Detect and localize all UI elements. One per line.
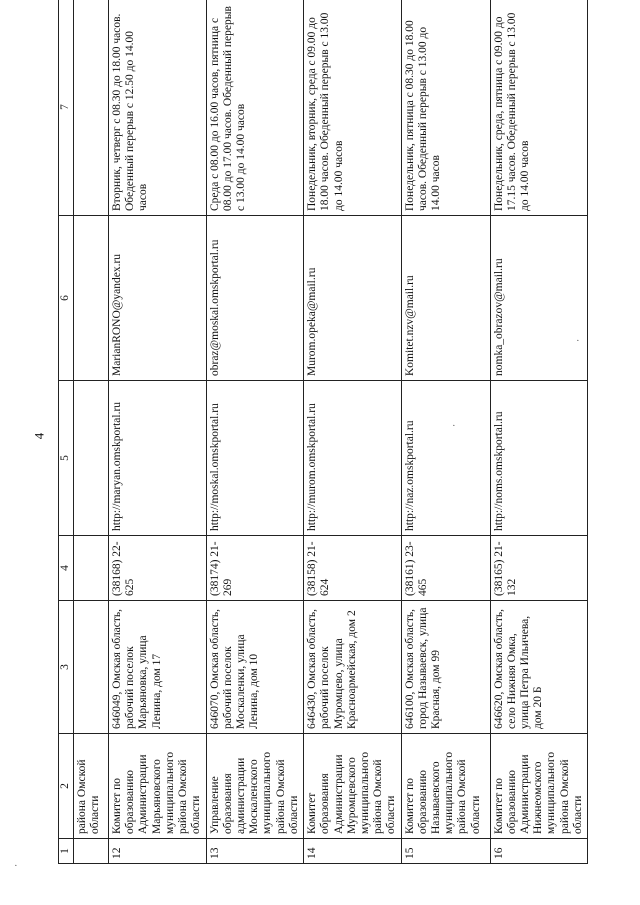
organization-name: Комитет по образованию Администрации Марьяновского муниципального района Омской области bbox=[109, 734, 207, 839]
table-row bbox=[401, 0, 490, 864]
row-number: 12 bbox=[109, 839, 207, 864]
hours-cell: Вторник, четверг с 08.30 до 18.00 часов. Обеденный перерыв с 12.50 до 14.00 часов bbox=[109, 0, 207, 216]
scan-speck: · bbox=[576, 335, 580, 347]
email-cell: Murom.opeka@mail.ru bbox=[304, 216, 402, 381]
scan-speck: · bbox=[14, 860, 18, 872]
table-row bbox=[206, 0, 304, 864]
table-cell bbox=[74, 839, 109, 864]
email-cell: MarianRONO@yandex.ru bbox=[109, 216, 207, 381]
phone-cell: (38158) 21-624 bbox=[304, 536, 402, 601]
organization-name: Управление образования администрации Москаленского муниципального района Омской области bbox=[206, 734, 304, 839]
rotated-table-wrapper bbox=[58, 6, 584, 864]
organization-name: Комитет по образованию Называевского муниципального района Омской области bbox=[401, 734, 490, 839]
table-cell bbox=[74, 0, 109, 216]
hours-cell: Понедельник, пятница с 08.30 до 18.00 часов. Обеденный перерыв с 13.00 до 14.00 часов bbox=[401, 0, 490, 216]
hours-cell: Среда с 08.00 до 16.00 часов, пятница с 08.00 до 17.00 часов. Обеденный перерыв с 13.00 до 14.00 часов bbox=[206, 0, 304, 216]
organization-name: Комитет по образованию Администрации Нижнеомского муниципального района Омской области bbox=[490, 734, 588, 839]
table-cell bbox=[74, 601, 109, 734]
phone-cell: (38161) 23-465 bbox=[401, 536, 490, 601]
email-cell: nomka_obrazov@mail.ru bbox=[490, 216, 588, 381]
table-cell bbox=[74, 381, 109, 536]
organization-name: Комитет образования Администрации Муромцевского муниципального района Омской области bbox=[304, 734, 402, 839]
table-header-row bbox=[59, 0, 74, 864]
website-cell: http://maryan.omskportal.ru bbox=[109, 381, 207, 536]
phone-cell: (38174) 21-269 bbox=[206, 536, 304, 601]
row-number: 14 bbox=[304, 839, 402, 864]
column-header: 3 bbox=[59, 601, 74, 734]
table-row bbox=[304, 0, 402, 864]
column-header: 7 bbox=[59, 0, 74, 216]
website-cell: http://murom.omskportal.ru bbox=[304, 381, 402, 536]
table-cell: района Омской области bbox=[74, 734, 109, 839]
column-header: 4 bbox=[59, 536, 74, 601]
phone-cell: (38165) 21-132 bbox=[490, 536, 588, 601]
scan-speck: · bbox=[452, 420, 456, 432]
address-cell: 646430, Омская область, рабочий поселок Муромцево, улица Красноармейская, дом 2 bbox=[304, 601, 402, 734]
address-cell: 646620, Омская область, село Нижняя Омка, улица Петра Ильичева, дом 20 Б bbox=[490, 601, 588, 734]
email-cell: obraz@moskal.omskportal.ru bbox=[206, 216, 304, 381]
hours-cell: Понедельник, среда, пятница с 09.00 до 17.15 часов. Обеденный перерыв с 13.00 до 14.00 часов bbox=[490, 0, 588, 216]
row-number: 16 bbox=[490, 839, 588, 864]
row-number: 15 bbox=[401, 839, 490, 864]
website-cell: http://noms.omskportal.ru bbox=[490, 381, 588, 536]
table-cell bbox=[74, 536, 109, 601]
column-header: 2 bbox=[59, 734, 74, 839]
email-cell: Komitet.nzv@mail.ru bbox=[401, 216, 490, 381]
table-cell bbox=[74, 216, 109, 381]
row-number: 13 bbox=[206, 839, 304, 864]
table-row bbox=[109, 0, 207, 864]
address-cell: 646049, Омская область, рабочий поселок Марьяновка, улица Ленина, дом 17 bbox=[109, 601, 207, 734]
education-committees-table bbox=[58, 0, 588, 864]
continuation-row bbox=[74, 0, 109, 864]
website-cell: http://naz.omskportal.ru bbox=[401, 381, 490, 536]
table-row bbox=[490, 0, 588, 864]
page-number: 4 bbox=[31, 432, 47, 440]
column-header: 5 bbox=[59, 381, 74, 536]
phone-cell: (38168) 22-625 bbox=[109, 536, 207, 601]
website-cell: http://moskal.omskportal.ru bbox=[206, 381, 304, 536]
column-header: 6 bbox=[59, 216, 74, 381]
hours-cell: Понедельник, вторник, среда с 09.00 до 18.00 часов. Обеденный перерыв с 13.00 до 14.00 часов bbox=[304, 0, 402, 216]
address-cell: 646100, Омская область, город Называевск, улица Красная, дом 99 bbox=[401, 601, 490, 734]
address-cell: 646070, Омская область, рабочий поселок Москаленки, улица Ленина, дом 10 bbox=[206, 601, 304, 734]
column-header: 1 bbox=[59, 839, 74, 864]
